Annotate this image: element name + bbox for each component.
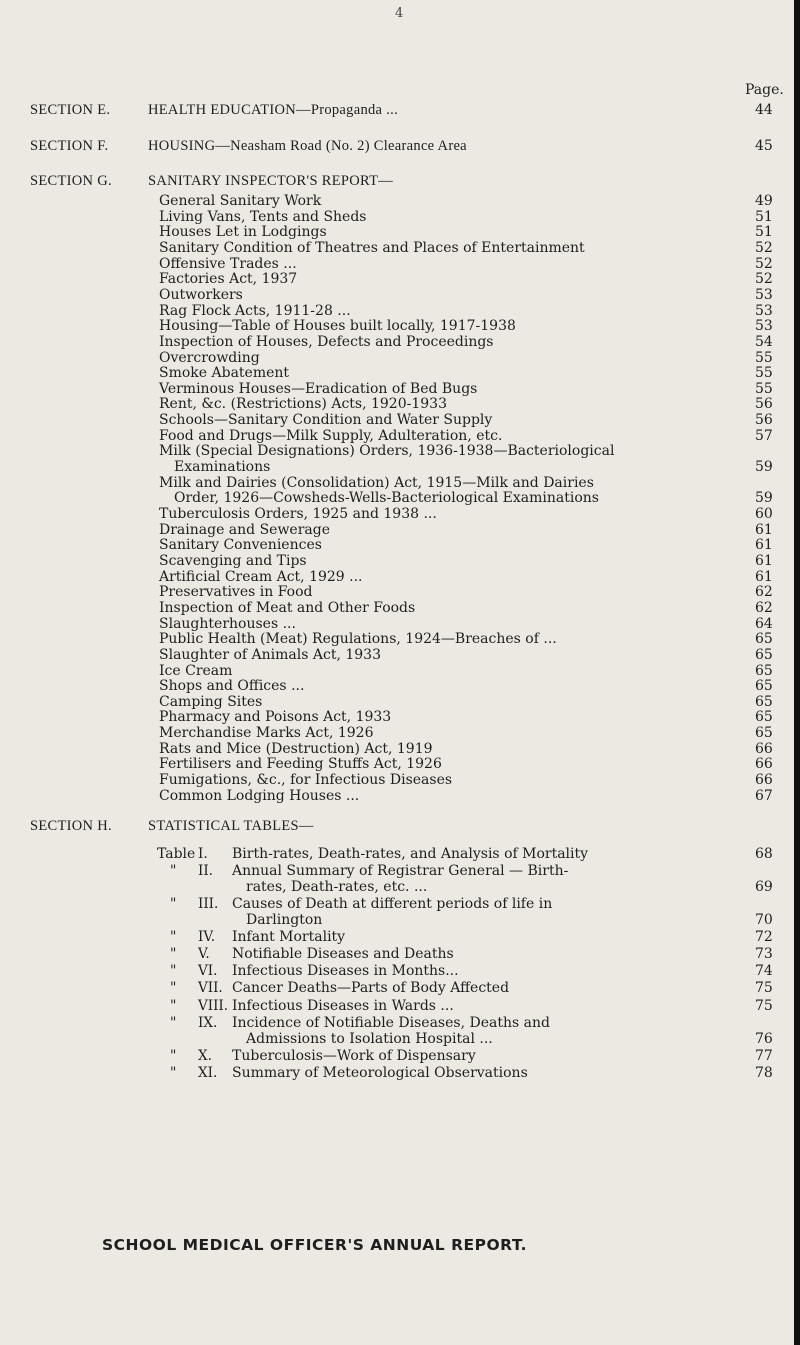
section-f-heading: HOUSING—Neasham Road (No. 2) Clearance Area: [148, 138, 467, 154]
table-page-number: 69: [755, 879, 773, 895]
table-description-line: Infectious Diseases in Wards ...: [232, 997, 454, 1014]
section-g-item-page: 59: [755, 459, 773, 476]
table-roman-numeral: V.: [198, 946, 210, 963]
table-page-number: 72: [755, 929, 773, 946]
section-g-item-page: 66: [755, 740, 773, 757]
section-h-heading: STATISTICAL TABLES—: [148, 818, 314, 834]
section-g-item-page: 53: [755, 318, 773, 335]
section-g-item-page: 53: [755, 286, 773, 303]
section-g-item-text: Artificial Cream Act, 1929 ...: [159, 568, 363, 585]
table-roman-numeral: XI.: [198, 1064, 218, 1081]
section-g-item-text: Sanitary Conveniences: [159, 537, 322, 554]
section-h-label: SECTION H.: [30, 818, 112, 834]
section-g-item-text: Housing—Table of Houses built locally, 1917-1938: [159, 318, 516, 335]
section-g-item-page: 65: [755, 709, 773, 726]
section-g-item-page: 55: [755, 349, 773, 366]
table-page-number: 75: [755, 997, 773, 1014]
section-g-item-text: Milk (Special Designations) Orders, 1936-1938—Bacteriological: [159, 443, 615, 460]
section-g-item-text: Drainage and Sewerage: [159, 521, 331, 538]
section-g-item-text: Verminous Houses—Eradication of Bed Bugs: [159, 380, 478, 397]
section-g-item-page: 52: [755, 271, 773, 288]
section-e-label: SECTION E.: [30, 102, 111, 118]
section-g-item-text: Houses Let in Lodgings: [159, 224, 327, 241]
section-g-item-page: 55: [755, 365, 773, 382]
section-g-item-text: Food and Drugs—Milk Supply, Adulteration, etc.: [159, 427, 503, 444]
table-description-line: Summary of Meteorological Observations: [232, 1064, 528, 1081]
section-g-item-page: 67: [755, 787, 773, 804]
table-page-number: 77: [755, 1047, 773, 1064]
table-roman-numeral: VI.: [198, 963, 218, 980]
section-g-item-page: 62: [755, 584, 773, 601]
table-roman-numeral: IV.: [198, 929, 216, 946]
table-roman-numeral: VIII.: [198, 997, 229, 1014]
section-f-label: SECTION F.: [30, 138, 109, 154]
table-description-line: Notifiable Diseases and Deaths: [232, 946, 454, 963]
section-g-item-page: 51: [755, 224, 773, 241]
section-g-item-text: Shops and Offices ...: [159, 678, 305, 695]
table-prefix: ": [170, 980, 177, 997]
section-g-item-page: 61: [755, 568, 773, 585]
table-description-line: Incidence of Notifiable Diseases, Deaths and: [232, 1014, 550, 1031]
section-g-item-page: 60: [755, 506, 773, 522]
section-g-item-text: Ice Cream: [159, 662, 233, 679]
section-g-item-page: 65: [755, 662, 773, 679]
section-g-item-text: Pharmacy and Poisons Act, 1933: [159, 709, 392, 726]
section-g-item-text: Overcrowding: [159, 349, 260, 366]
table-description-line: rates, Death-rates, etc. ...: [246, 879, 428, 895]
table-roman-numeral: II.: [198, 863, 213, 880]
section-g-item-page: 52: [755, 239, 773, 256]
table-prefix: ": [170, 963, 177, 980]
section-g-heading: SANITARY INSPECTOR'S REPORT—: [148, 173, 394, 189]
section-g-item-page: 56: [755, 396, 773, 413]
section-g-item-page: 61: [755, 537, 773, 554]
footer-school-report-heading: SCHOOL MEDICAL OFFICER'S ANNUAL REPORT.: [102, 1236, 527, 1254]
section-g-item-text: Tuberculosis Orders, 1925 and 1938 ...: [159, 506, 437, 522]
section-g-item-text: Slaughter of Animals Act, 1933: [159, 646, 381, 663]
table-prefix: Table: [157, 846, 196, 862]
section-g-item-page: 64: [755, 615, 773, 632]
section-g-item-page: 56: [755, 412, 773, 429]
section-g-item-text: Offensive Trades ...: [159, 255, 297, 272]
section-g-item-page: 66: [755, 756, 773, 773]
section-g-item-page: 54: [755, 333, 773, 350]
section-e-page: 44: [755, 102, 773, 118]
section-g-item-text: Fumigations, &c., for Infectious Diseases: [159, 772, 453, 789]
section-g-item-text: Milk and Dairies (Consolidation) Act, 1915—Milk and Dairies: [159, 474, 594, 491]
section-g-item-page: 65: [755, 646, 773, 663]
section-g-item-page: 52: [755, 255, 773, 272]
section-g-item-text: Preservatives in Food: [159, 584, 313, 601]
section-g-label: SECTION G.: [30, 173, 112, 189]
table-prefix: ": [170, 946, 177, 963]
table-page-number: 68: [755, 846, 773, 862]
section-g-item-text: Rats and Mice (Destruction) Act, 1919: [159, 740, 433, 757]
table-description-line: Causes of Death at different periods of life in: [232, 896, 553, 913]
section-g-item-text: Common Lodging Houses ...: [159, 787, 360, 804]
table-prefix: ": [170, 1014, 177, 1031]
table-page-number: 73: [755, 946, 773, 963]
table-page-number: 70: [755, 912, 773, 928]
section-g-item-text: Sanitary Condition of Theatres and Places of Entertainment: [159, 239, 585, 256]
table-prefix: ": [170, 1047, 177, 1064]
section-g-item-text: Living Vans, Tents and Sheds: [159, 208, 367, 225]
section-g-item-page: 62: [755, 599, 773, 616]
section-e-heading: HEALTH EDUCATION—Propaganda ...: [148, 102, 398, 118]
section-g-item-page: 51: [755, 208, 773, 225]
page-edge-shadow: [794, 0, 800, 1345]
section-g-item-page: 65: [755, 631, 773, 648]
section-g-item-text: Scavenging and Tips: [159, 552, 307, 569]
section-g-item-text: Rent, &c. (Restrictions) Acts, 1920-1933: [159, 396, 447, 413]
table-description-line: Birth-rates, Death-rates, and Analysis of Mortality: [232, 846, 589, 862]
table-description-line: Infant Mortality: [232, 929, 346, 946]
section-g-item-page: 66: [755, 772, 773, 789]
table-page-number: 74: [755, 963, 773, 980]
section-g-item-page: 55: [755, 380, 773, 397]
section-g-item-text: Camping Sites: [159, 693, 263, 710]
table-description-line: Infectious Diseases in Months...: [232, 963, 459, 980]
table-prefix: ": [170, 863, 177, 880]
section-g-item-text: Inspection of Houses, Defects and Proceedings: [159, 333, 494, 350]
section-g-item-page: 65: [755, 678, 773, 695]
table-page-number: 78: [755, 1064, 773, 1081]
section-g-item-text: Inspection of Meat and Other Foods: [159, 599, 416, 616]
section-g-item-text: Slaughterhouses ...: [159, 615, 296, 632]
section-g-item-page: 61: [755, 521, 773, 538]
section-g-item-text: Factories Act, 1937: [159, 271, 298, 288]
section-g-item-page: 61: [755, 552, 773, 569]
section-g-item-text: Public Health (Meat) Regulations, 1924—Breaches of ...: [159, 631, 557, 648]
section-g-item-page: 49: [755, 193, 773, 209]
table-prefix: ": [170, 1064, 177, 1081]
table-roman-numeral: III.: [198, 896, 219, 913]
page-number-mark: 4: [395, 6, 404, 21]
section-f-page: 45: [755, 138, 773, 154]
section-g-item-page: 53: [755, 302, 773, 319]
section-g-item-text: Examinations: [174, 459, 271, 476]
section-g-item-text: Schools—Sanitary Condition and Water Supply: [159, 412, 493, 429]
table-page-number: 75: [755, 980, 773, 997]
section-g-item-text: Order, 1926—Cowsheds-Wells-Bacteriological Examinations: [174, 490, 599, 507]
section-g-item-page: 59: [755, 490, 773, 507]
table-page-number: 76: [755, 1030, 773, 1047]
table-prefix: ": [170, 896, 177, 913]
table-roman-numeral: VII.: [198, 980, 223, 997]
table-description-line: Tuberculosis—Work of Dispensary: [232, 1047, 476, 1064]
table-prefix: ": [170, 929, 177, 946]
table-roman-numeral: I.: [198, 846, 208, 862]
section-g-item-page: 57: [755, 427, 773, 444]
table-description-line: Darlington: [246, 912, 323, 928]
table-roman-numeral: X.: [198, 1047, 212, 1064]
section-g-item-text: Rag Flock Acts, 1911-28 ...: [159, 302, 351, 319]
table-prefix: ": [170, 997, 177, 1014]
table-roman-numeral: IX.: [198, 1014, 218, 1031]
page-column-label: Page.: [745, 82, 784, 98]
section-g-item-page: 65: [755, 693, 773, 710]
section-g-item-text: Smoke Abatement: [159, 365, 290, 382]
section-g-item-page: 65: [755, 725, 773, 742]
section-g-item-text: Fertilisers and Feeding Stuffs Act, 1926: [159, 756, 442, 773]
section-g-item-text: General Sanitary Work: [159, 193, 322, 209]
table-description-line: Annual Summary of Registrar General — Birth-: [232, 863, 569, 880]
table-description-line: Cancer Deaths—Parts of Body Affected: [232, 980, 510, 997]
section-g-item-text: Merchandise Marks Act, 1926: [159, 725, 374, 742]
table-description-line: Admissions to Isolation Hospital ...: [246, 1030, 493, 1047]
section-g-item-text: Outworkers: [159, 286, 243, 303]
